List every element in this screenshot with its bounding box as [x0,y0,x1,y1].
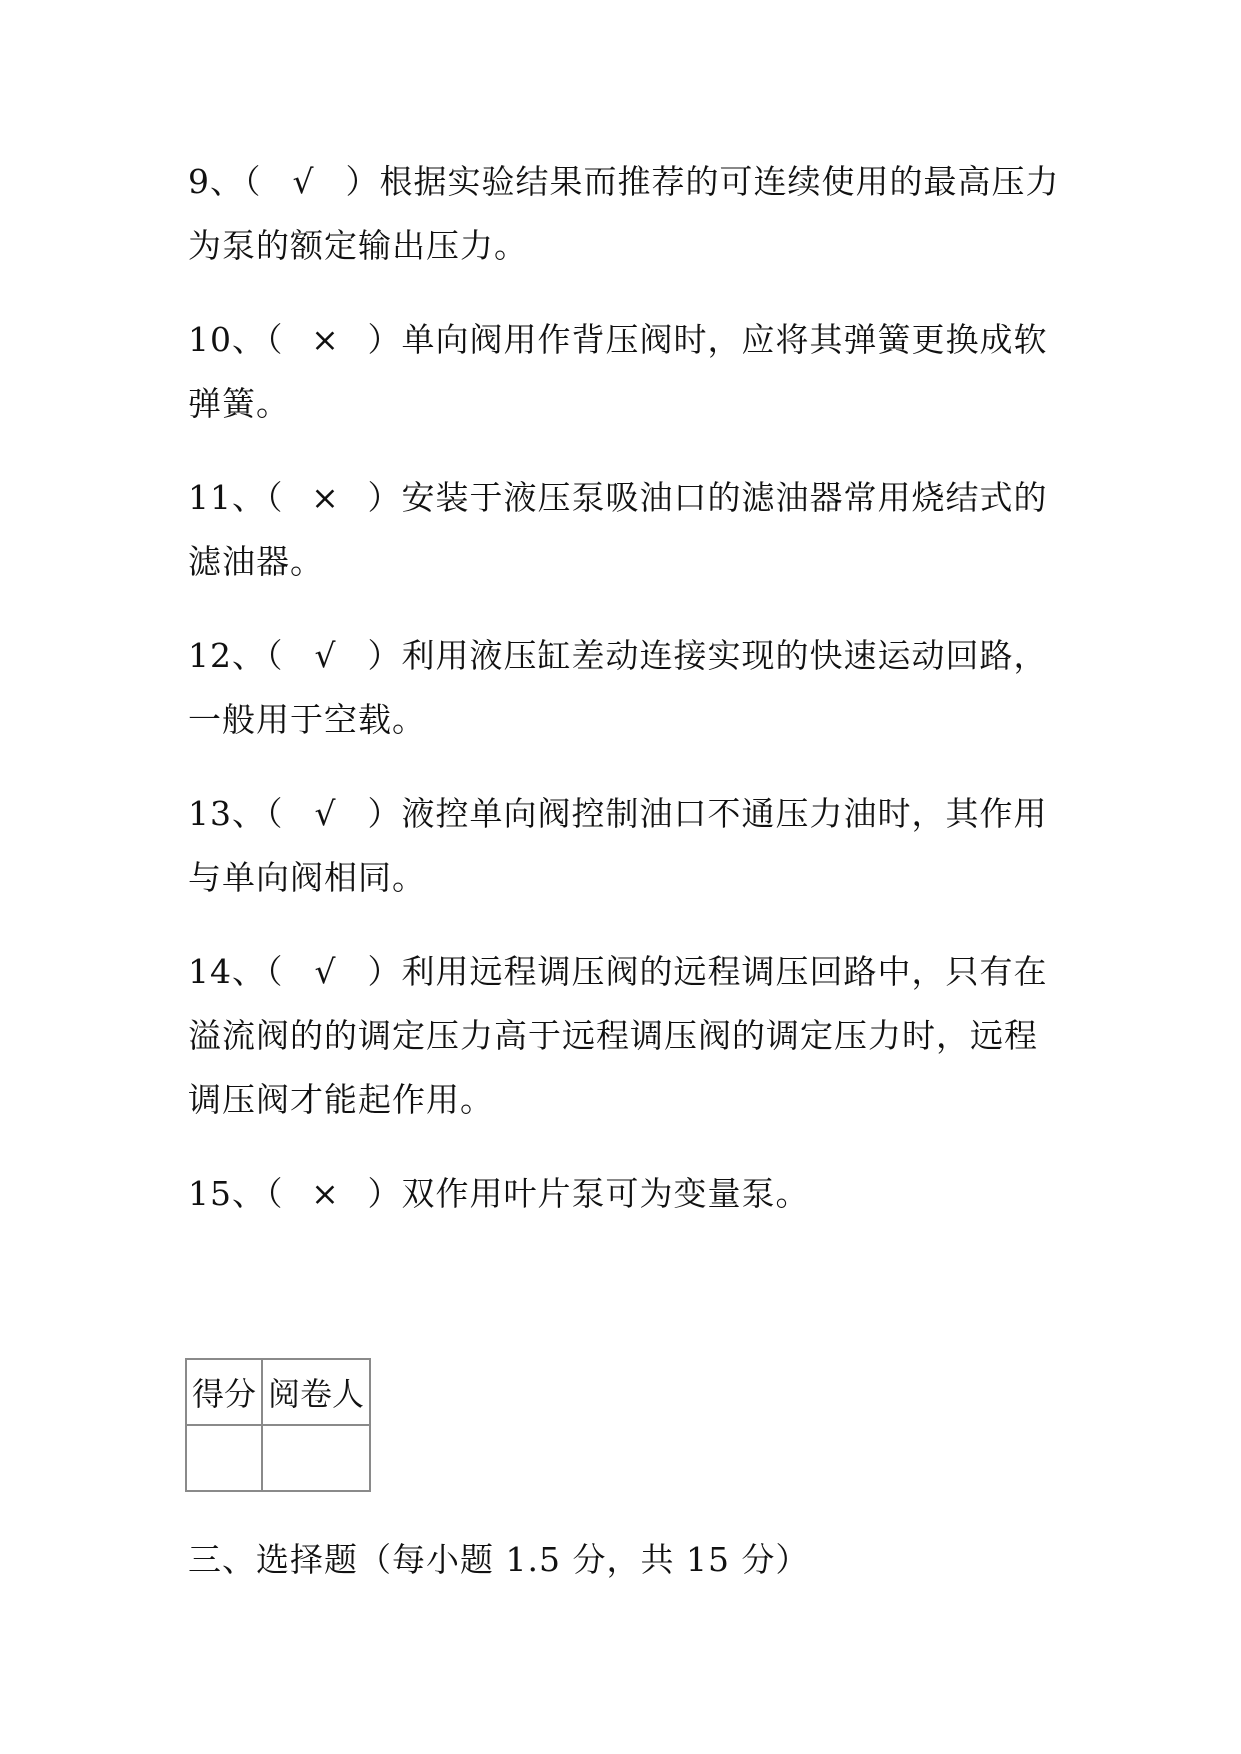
score-header: 得分 [186,1359,262,1425]
question-number: 14、 [188,952,266,991]
question-number: 12、 [188,636,266,675]
answer-paren-open: （ [266,952,284,991]
question-12 [188,624,1068,752]
question-number: 13、 [188,794,266,833]
answer-mark: × [311,478,340,517]
answer-paren-close: ） [367,478,402,517]
grader-header: 阅卷人 [262,1359,370,1425]
answer-paren-close: ） [367,636,402,675]
answer-paren-close: ） [345,162,380,201]
answer-mark: √ [314,636,337,675]
answer-paren-open: （ [266,794,284,833]
grader-cell [262,1425,370,1491]
section-title: 三、选择题（每小题 1.5 分，共 15 分） [188,1540,810,1579]
question-text: 单向阀用作背压阀时，应将其弹簧更换成软弹簧。 [188,320,1048,423]
score-table-value-row [186,1425,370,1491]
question-10 [188,308,1068,436]
answer-paren-open: （ [266,478,284,517]
question-number: 9、 [188,162,244,201]
question-15 [188,1162,1068,1226]
question-number: 11、 [188,478,266,517]
answer-mark: √ [314,952,337,991]
question-number: 10、 [188,320,266,359]
score-cell [186,1425,262,1491]
answer-paren-close: ） [367,952,402,991]
question-9 [188,150,1068,278]
answer-paren-open: （ [266,636,284,675]
answer-paren-close: ） [367,320,402,359]
question-14 [188,940,1068,1132]
question-text: 利用远程调压阀的远程调压回路中，只有在溢流阀的的调定压力高于远程调压阀的调定压力时，远程调压阀才能起作用。 [188,952,1048,1119]
question-11 [188,466,1068,594]
answer-paren-open: （ [244,162,262,201]
answer-mark: × [311,1174,340,1213]
score-table-header-row [186,1359,370,1425]
question-text: 液控单向阀控制油口不通压力油时，其作用与单向阀相同。 [188,794,1048,897]
answer-paren-open: （ [266,320,284,359]
answer-paren-close: ） [367,1174,402,1213]
question-text: 双作用叶片泵可为变量泵。 [401,1174,810,1213]
question-text: 利用液压缸差动连接实现的快速运动回路，一般用于空载。 [188,636,1048,739]
question-text: 根据实验结果而推荐的可连续使用的最高压力为泵的额定输出压力。 [188,162,1060,265]
score-table [185,1358,371,1492]
answer-paren-close: ） [367,794,402,833]
answer-paren-open: （ [266,1174,284,1213]
question-13 [188,782,1068,910]
answer-mark: √ [292,162,315,201]
answer-mark: √ [314,794,337,833]
answer-mark: × [311,320,340,359]
question-number: 15、 [188,1174,266,1213]
question-text: 安装于液压泵吸油口的滤油器常用烧结式的滤油器。 [188,478,1048,581]
